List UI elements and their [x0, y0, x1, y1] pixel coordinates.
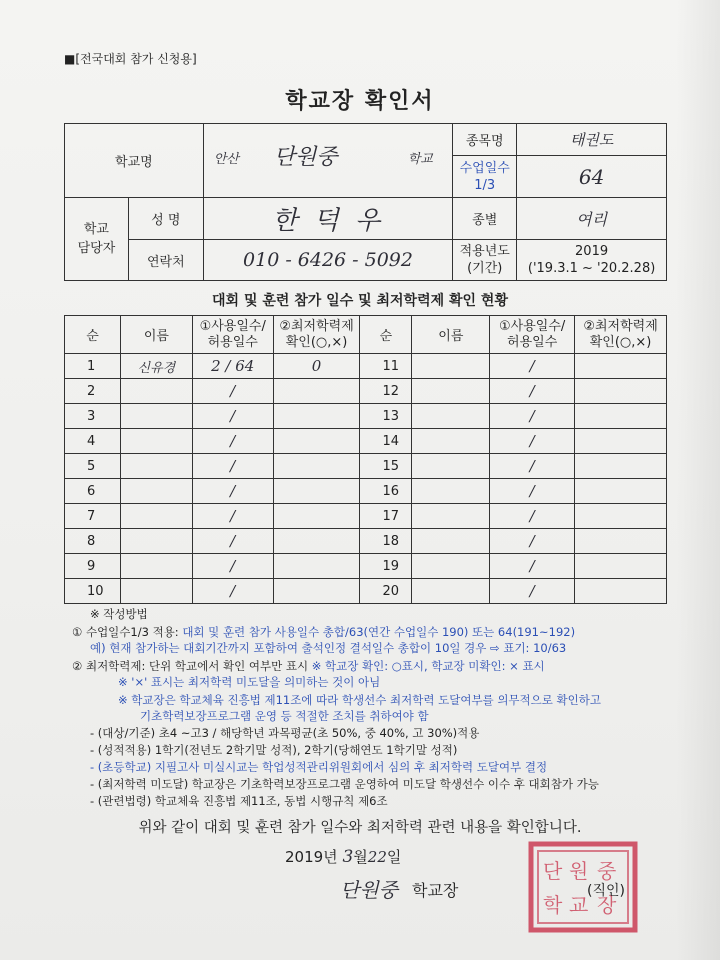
row-days: / [192, 454, 273, 479]
row-days: / [490, 479, 575, 504]
row-no: 7 [65, 504, 121, 529]
event-label: 종목명 [453, 124, 517, 156]
row-name [120, 554, 192, 579]
header-days-right-2: 허용일수 [507, 334, 558, 350]
note-2-blue: ※ 학교장 확인: ○표시, 학교장 미확인: × 표시 [311, 659, 545, 673]
row-days: / [192, 504, 273, 529]
svg-text:원: 원 [569, 859, 589, 883]
row-name [120, 404, 192, 429]
note-2-prefix: ② 최저학력제: 단위 학교에서 확인 여부만 표시 [72, 659, 312, 673]
row-no: 10 [65, 579, 121, 604]
detail-2: - (성적적용) 1학기(전년도 2학기말 성적), 2학기(당해연도 1학기말 성적) [90, 743, 458, 757]
header-min-1: ②최저학력제 [279, 318, 354, 334]
row-name [120, 529, 192, 554]
date-day-unit: 일 [386, 848, 402, 866]
svg-text:학: 학 [543, 893, 563, 917]
year-cell [517, 240, 667, 281]
class-days-label-2: 1/3 [474, 177, 496, 193]
header-min-right-1: ②최저학력제 [583, 318, 658, 334]
row-no: 12 [360, 379, 412, 404]
row-days: / [490, 354, 575, 379]
year-label-2: (기간) [467, 261, 503, 276]
row-check [575, 529, 667, 554]
header-days-right [490, 316, 575, 354]
header-days-1: ①사용일수/ [199, 318, 266, 334]
row-days: / [192, 554, 273, 579]
row-no: 18 [360, 529, 412, 554]
section-title: 대회 및 훈련 참가 일수 및 최저학력제 확인 현황 [212, 293, 508, 309]
note-1-prefix: ① 수업일수1/3 적용: [72, 625, 183, 639]
contact-label: 연락처 [128, 240, 203, 281]
year-period: ('19.3.1 ~ '20.2.28) [527, 261, 656, 276]
class-days-value: 64 [517, 156, 667, 198]
signature-title: 학교장 [412, 881, 459, 900]
note-1-blue: 대회 및 훈련 참가 사용일수 총합/63(연간 수업일수 190) 또는 64(191~192) [182, 625, 576, 639]
table-row [65, 579, 667, 604]
table-row [65, 404, 667, 429]
row-check [273, 529, 360, 554]
row-name [120, 479, 192, 504]
table-row [65, 379, 667, 404]
detail-5: - (관련법령) 학교체육 진흥법 제11조, 동법 시행규칙 제6조 [90, 794, 388, 808]
row-check [273, 479, 360, 504]
school-label: 학교명 [65, 124, 204, 198]
row-days: / [490, 379, 575, 404]
confirm-text: 위와 같이 대회 및 훈련 참가 일수와 최저학력 관련 내용을 확인합니다. [138, 820, 582, 836]
row-days: / [192, 479, 273, 504]
row-no: 17 [360, 504, 412, 529]
row-name [412, 379, 490, 404]
row-days: / [490, 429, 575, 454]
row-name [120, 579, 192, 604]
header-days-right-1: ①사용일수/ [499, 318, 566, 334]
note-3b: 기초학력보장프로그램 운영 등 적절한 조치를 취하여야 함 [140, 709, 429, 723]
row-name [120, 429, 192, 454]
row-check: 0 [273, 354, 360, 379]
header-days [192, 316, 273, 354]
row-check [575, 354, 667, 379]
school-city: 안산 [213, 152, 239, 167]
row-name [412, 454, 490, 479]
row-days: / [192, 579, 273, 604]
teacher-label-2: 담당자 [77, 241, 116, 256]
date-month-unit: 월 [353, 848, 368, 866]
row-no: 9 [65, 554, 121, 579]
note-2 [72, 658, 545, 674]
row-no: 1 [65, 354, 121, 379]
detail-4: - (최저학력 미도달) 학교장은 기초학력보장프로그램 운영하여 미도달 학생선수 이수 후 대회참가 가능 [90, 777, 599, 791]
row-check [575, 504, 667, 529]
row-check [575, 379, 667, 404]
row-days: 2 / 64 [192, 354, 273, 379]
note-1b: 예) 현재 참가하는 대회기간까지 포함하여 출석인정 결석일수 총합이 10일 경우 ⇨ 표기: 10/63 [90, 641, 567, 655]
row-name [412, 479, 490, 504]
header-days-2: 허용일수 [207, 334, 258, 350]
table-row [65, 454, 667, 479]
note-3: ※ 학교장은 학교체육 진흥법 제11조에 따라 학생선수 최저학력 도달여부를 의무적으로 확인하고 [118, 693, 601, 707]
row-days: / [490, 504, 575, 529]
school-cell [203, 124, 453, 198]
row-check [575, 404, 667, 429]
row-check [273, 504, 360, 529]
row-check [575, 554, 667, 579]
row-no: 16 [360, 479, 412, 504]
gender-value: 여리 [517, 198, 667, 240]
info-table [64, 123, 667, 281]
svg-text:단: 단 [543, 859, 563, 883]
detail-1: - (대상/기준) 초4 ~고3 / 해당학년 과목평균(초 50%, 중 40%, 고 30%)적용 [90, 726, 480, 740]
row-days: / [490, 529, 575, 554]
contact-value: 010 - 6426 - 5092 [203, 240, 453, 281]
signature-school: 단원중 [340, 878, 398, 902]
class-days-label [453, 156, 517, 198]
row-name [412, 429, 490, 454]
date-line [285, 846, 401, 867]
seal-label: (직인) [587, 883, 625, 899]
row-name [412, 579, 490, 604]
event-value: 태권도 [517, 124, 667, 156]
row-no: 13 [360, 404, 412, 429]
row-no: 8 [65, 529, 121, 554]
name-label: 성 명 [128, 198, 203, 240]
header-min-2: 확인(○,×) [285, 334, 348, 350]
row-name [412, 354, 490, 379]
date-day: 22 [367, 848, 387, 866]
row-name [412, 404, 490, 429]
page-title: 학교장 확인서 [285, 89, 435, 114]
detail-3: - (초등학교) 지필고사 미실시교는 학업성적관리위원회에서 심의 후 최저학력 도달여부 결정 [90, 760, 548, 774]
row-check [273, 554, 360, 579]
row-check [273, 404, 360, 429]
teacher-name: 한 덕 우 [203, 198, 453, 240]
school-suffix: 학교 [407, 152, 433, 167]
header-min [273, 316, 360, 354]
row-no: 11 [360, 354, 412, 379]
row-name [120, 454, 192, 479]
row-no: 15 [360, 454, 412, 479]
row-check [273, 429, 360, 454]
row-check [273, 454, 360, 479]
row-days: / [490, 454, 575, 479]
class-days-label-1: 수업일수 [459, 160, 510, 176]
row-days: / [192, 429, 273, 454]
row-name: 신유경 [120, 354, 192, 379]
row-days: / [490, 554, 575, 579]
form-tag: ■[전국대회 참가 신청용] [64, 52, 197, 66]
note-1 [72, 624, 575, 640]
header-no: 순 [65, 316, 121, 354]
row-name [412, 554, 490, 579]
row-name [412, 529, 490, 554]
row-check [273, 379, 360, 404]
teacher-label-1: 학교 [83, 222, 109, 237]
row-check [273, 579, 360, 604]
svg-text:장: 장 [597, 893, 617, 917]
school-name: 단원중 [273, 145, 338, 170]
svg-text:중: 중 [597, 859, 617, 883]
row-no: 2 [65, 379, 121, 404]
row-no: 14 [360, 429, 412, 454]
header-min-right [575, 316, 667, 354]
year-value: 2019 [575, 244, 609, 259]
school-seal-stamp [525, 838, 645, 938]
row-no: 4 [65, 429, 121, 454]
row-days: / [192, 379, 273, 404]
note-2b: ※ '×' 표시는 최저학력 미도달을 의미하는 것이 아님 [118, 675, 381, 689]
row-no: 6 [65, 479, 121, 504]
row-days: / [490, 404, 575, 429]
teacher-label [65, 198, 129, 281]
header-name: 이름 [120, 316, 192, 354]
date-year: 2019년 [285, 848, 338, 866]
year-label [453, 240, 517, 281]
row-check [575, 454, 667, 479]
header-min-right-2: 확인(○,×) [589, 334, 652, 350]
row-no: 5 [65, 454, 121, 479]
row-days: / [192, 529, 273, 554]
row-no: 20 [360, 579, 412, 604]
row-no: 3 [65, 404, 121, 429]
table-row [65, 479, 667, 504]
notes-heading: ※ 작성방법 [90, 607, 148, 621]
date-month: 3 [342, 847, 354, 867]
row-name [120, 504, 192, 529]
table-row [65, 529, 667, 554]
row-check [575, 479, 667, 504]
svg-text:교: 교 [569, 893, 589, 917]
table-row [65, 554, 667, 579]
row-check [575, 579, 667, 604]
participation-table [64, 315, 667, 604]
header-no-2: 순 [360, 316, 412, 354]
row-days: / [490, 579, 575, 604]
header-name-2: 이름 [412, 316, 490, 354]
year-label-1: 적용년도 [459, 244, 510, 259]
gender-label: 종별 [453, 198, 517, 240]
row-name [120, 379, 192, 404]
row-days: / [192, 404, 273, 429]
row-name [412, 504, 490, 529]
table-row [65, 504, 667, 529]
row-check [575, 429, 667, 454]
row-no: 19 [360, 554, 412, 579]
table-row [65, 429, 667, 454]
table-row [65, 354, 667, 379]
